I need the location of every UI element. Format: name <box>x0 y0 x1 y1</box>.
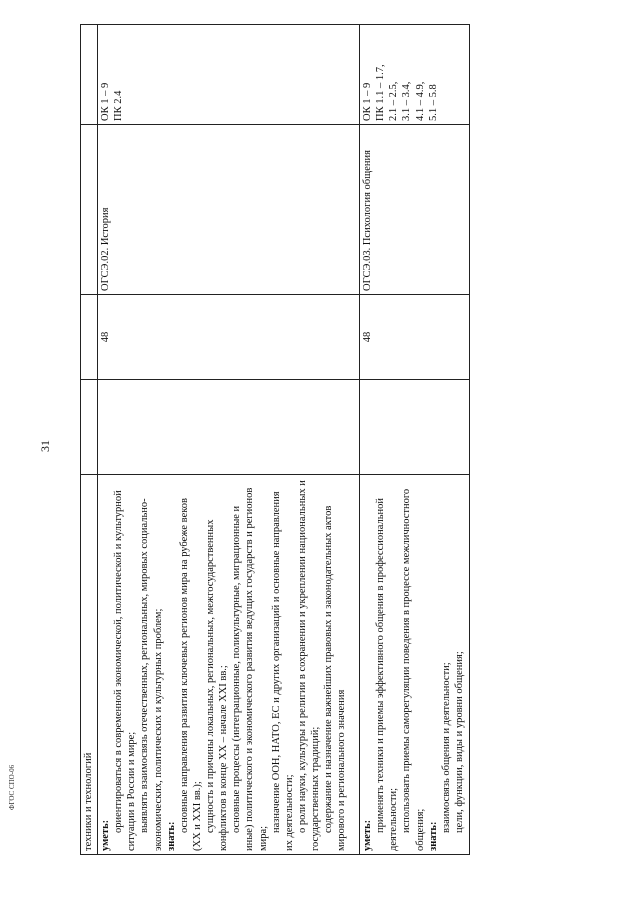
knowledge-item: основные процессы (интеграционные, поликультурные, миграционные и иные) политического и экономического развития ведущих государств и регионов мира; <box>231 487 269 851</box>
knowledge-item: о роли науки, культуры и религии в сохранении и укреплении национальных и государственных традиций; <box>296 480 321 851</box>
footer-code: ФГОС СПО-06 <box>8 764 16 810</box>
table-row-continuation <box>81 25 98 855</box>
empty-cell <box>98 380 360 475</box>
knowledge-item: назначение ООН, НАТО, ЕС и других организаций и основные направления их деятельности; <box>270 491 295 851</box>
continuation-cell: техники и технологий <box>81 475 98 855</box>
competency-line: 2.1 – 2.5, <box>388 81 400 121</box>
competency-line: ПК 1.1 – 1.7, <box>375 64 387 121</box>
skill-item: использовать приемы саморегуляции поведения в процессе межличностного общения; <box>401 488 426 851</box>
table-row-history <box>98 25 360 855</box>
knowledge-item: цели, функции, виды и уровни общения; <box>453 651 465 833</box>
umet-label: уметь: <box>362 819 373 851</box>
hours-cell <box>360 295 470 380</box>
competency-line: 4.1 – 4.9, <box>414 81 426 121</box>
knowledge-item: содержание и назначение важнейших правовых и законодательных актов мирового и регионального значения <box>323 505 348 851</box>
knowledge-item: взаимосвязь общения и деятельности; <box>440 662 452 833</box>
umet-label: уметь: <box>100 819 111 851</box>
page-number: 31 <box>38 440 52 452</box>
skills-cell <box>98 475 360 855</box>
rotated-page <box>80 25 480 855</box>
competency-line: 3.1 – 3.4, <box>401 81 413 121</box>
competencies-cell <box>98 25 360 125</box>
skill-item: ориентироваться в современной экономической, политической и культурной ситуации в России и мире; <box>113 490 138 851</box>
table-row-psychology <box>360 25 470 855</box>
competency-line: ОК 1 – 9 <box>362 82 373 121</box>
znat-label: знать: <box>165 821 177 851</box>
knowledge-item: основные направления развития ключевых регионов мира на рубеже веков (XX и XXI вв.); <box>178 497 203 851</box>
competency-line: ПК 2.4 <box>113 90 125 121</box>
curriculum-table <box>80 24 470 855</box>
competency-line: 5.1 – 5.8 <box>427 84 439 121</box>
znat-label: знать: <box>427 821 439 851</box>
hours-value: 48 <box>100 331 111 343</box>
hours-cell <box>98 295 360 380</box>
subject-cell: ОГСЭ.03. Психология общения <box>360 125 470 295</box>
hours-value: 48 <box>362 331 373 343</box>
competency-line: ОК 1 – 9 <box>100 82 111 121</box>
skill-item: применять техники и приемы эффективного общения в профессиональной деятельности; <box>375 497 400 851</box>
knowledge-item: сущность и причины локальных, региональных, межгосударственных конфликтов в конце XX – начале XXI вв.; <box>205 519 230 851</box>
subject-cell: ОГСЭ.02. История <box>98 125 360 295</box>
skill-item: выявлять взаимосвязь отечественных, региональных, мировых социально-экономических, политических и культурных проблем; <box>139 498 164 851</box>
empty-cell <box>360 380 470 475</box>
competencies-cell <box>360 25 470 125</box>
skills-cell <box>360 475 470 855</box>
